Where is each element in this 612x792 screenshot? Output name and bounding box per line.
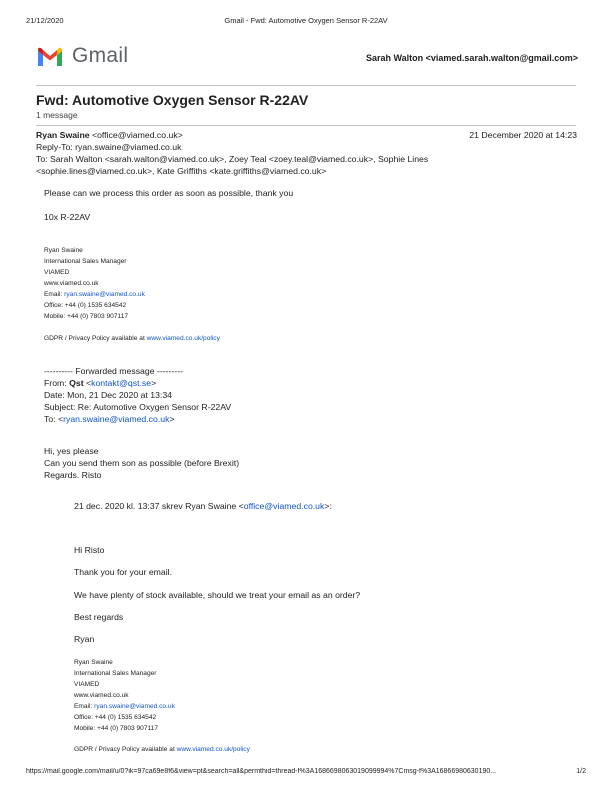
quote-intro-email-link[interactable]: office@viamed.co.uk: [243, 501, 325, 511]
thread-subject: Fwd: Automotive Oxygen Sensor R-22AV: [36, 92, 309, 108]
quote-line-2: We have plenty of stock available, should we treat your email as an order?: [74, 590, 361, 600]
header-divider: [36, 85, 576, 86]
print-page-number: 1/2: [576, 768, 586, 775]
forward-body-1: Hi, yes please: [44, 446, 99, 456]
quote-sig-gdpr-link[interactable]: www.viamed.co.uk/policy: [176, 746, 250, 753]
quote-sig-mobile: Mobile: +44 (0) 7803 907117: [74, 725, 159, 732]
quote-sig-email-line: [74, 703, 175, 710]
to-line-2: <sophie.lines@viamed.co.uk>, Kate Griffiths <kate.griffiths@viamed.co.uk>: [36, 166, 327, 176]
forward-date: Date: Mon, 21 Dec 2020 at 13:34: [44, 390, 172, 400]
forward-to-close: >: [169, 414, 175, 424]
print-date: 21/12/2020: [26, 16, 64, 25]
forward-body-3: Regards. Risto: [44, 470, 102, 480]
sig-email-link[interactable]: ryan.swaine@viamed.co.uk: [64, 291, 145, 298]
sig-email-line: [44, 291, 145, 298]
quote-line-1: Thank you for your email.: [74, 567, 173, 577]
quote-sig-email-link[interactable]: ryan.swaine@viamed.co.uk: [94, 703, 175, 710]
sig-email-label: Email:: [44, 291, 65, 298]
gmail-logo-icon: [36, 46, 64, 68]
quote-sig-office: Office: +44 (0) 1535 634542: [74, 714, 157, 721]
message-count: 1 message: [36, 110, 78, 120]
forward-from-label: From:: [44, 378, 70, 388]
sig-gdpr: [44, 335, 220, 342]
sig-name: Ryan Swaine: [44, 247, 83, 254]
body-line-1: Please can we process this order as soon as possible, thank you: [44, 188, 294, 198]
quote-intro: [74, 501, 332, 511]
sig-website-link[interactable]: www.viamed.co.uk: [44, 280, 99, 287]
quote-signoff: Ryan: [74, 634, 95, 644]
gmail-wordmark: Gmail: [72, 44, 129, 67]
quote-sig-gdpr: [74, 746, 250, 753]
sig-company: VIAMED: [44, 269, 70, 276]
quote-intro-prefix: 21 dec. 2020 kl. 13:37 skrev Ryan Swaine <: [74, 501, 244, 511]
forward-from-email-link[interactable]: kontakt@qst.se: [91, 378, 152, 388]
forward-from-name: Qst: [69, 378, 84, 388]
to-line-1: To: Sarah Walton <sarah.walton@viamed.co.uk>, Zoey Teal <zoey.teal@viamed.co.uk>, Sophie Lines: [36, 154, 429, 164]
forward-from: From: Qst <kontakt@qst.se>: [44, 378, 157, 388]
quote-sig-company: VIAMED: [74, 681, 100, 688]
forward-to-email-link[interactable]: ryan.swaine@viamed.co.uk: [63, 414, 170, 424]
sender-email: <office@viamed.co.uk>: [92, 130, 183, 140]
body-line-2: 10x R-22AV: [44, 212, 91, 222]
sig-gdpr-link[interactable]: www.viamed.co.uk/policy: [146, 335, 220, 342]
forward-to-label: To: <: [44, 414, 64, 424]
quote-sig-role: International Sales Manager: [74, 670, 157, 677]
forward-divider: ---------- Forwarded message ---------: [44, 366, 183, 376]
quote-sig-name: Ryan Swaine: [74, 659, 113, 666]
sig-gdpr-label: GDPR / Privacy Policy available at: [44, 335, 147, 342]
account-label: Sarah Walton <viamed.sarah.walton@gmail.com>: [365, 53, 578, 63]
reply-to-line: Reply-To: ryan.swaine@viamed.co.uk: [36, 142, 182, 152]
sender-name: Ryan Swaine: [36, 130, 90, 140]
message-date: 21 December 2020 at 14:23: [469, 130, 577, 140]
sender-line: [36, 130, 183, 140]
quote-sig-website-link[interactable]: www.viamed.co.uk: [74, 692, 129, 699]
forward-subject: Subject: Re: Automotive Oxygen Sensor R-22AV: [44, 402, 232, 412]
quote-closing: Best regards: [74, 612, 124, 622]
quote-intro-suffix: >:: [324, 501, 332, 511]
subject-divider: [36, 125, 576, 126]
print-footer-url: https://mail.google.com/mail/u/0?ik=97ca69e8f6&view=pt&search=all&permthid=thread-f%3A1686698063019099994%7Cmsg-f%3A16866980630190...: [26, 768, 497, 775]
quote-greeting: Hi Risto: [74, 545, 105, 555]
quote-sig-email-label: Email:: [74, 703, 95, 710]
forward-body-2: Can you send them son as possible (before Brexit): [44, 458, 240, 468]
quote-sig-gdpr-label: GDPR / Privacy Policy available at: [74, 746, 177, 753]
sig-office: Office: +44 (0) 1535 634542: [44, 302, 127, 309]
sig-mobile: Mobile: +44 (0) 7803 907117: [44, 313, 129, 320]
sig-role: International Sales Manager: [44, 258, 127, 265]
forward-to: [44, 414, 175, 424]
print-title: Gmail - Fwd: Automotive Oxygen Sensor R-22AV: [224, 16, 388, 25]
